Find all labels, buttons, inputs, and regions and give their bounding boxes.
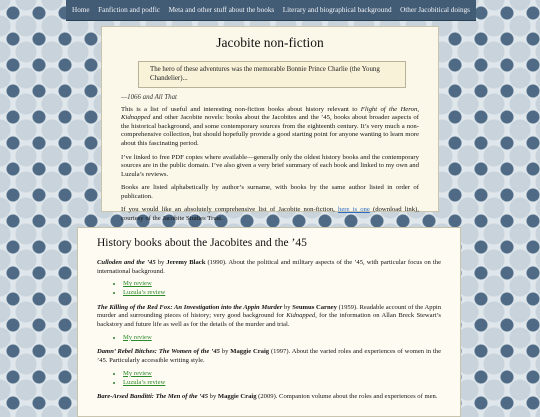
- list-item: [123, 280, 441, 289]
- book-by: by: [282, 303, 293, 311]
- book-title: The Killing of the Red Fox: An Investigation into the Appin Murder: [97, 303, 283, 311]
- book-by: by: [219, 348, 231, 356]
- book-by: by: [155, 259, 167, 266]
- review-links: [97, 334, 441, 343]
- my-review-link[interactable]: My review: [123, 280, 152, 288]
- book-list-panel: [77, 227, 461, 417]
- book-title: Culloden and the ’45: [97, 259, 156, 266]
- book-entry: [97, 304, 441, 343]
- book-title: Bare-Arsed Banditti: The Men of the ’45: [97, 393, 208, 401]
- book-description: [97, 259, 441, 276]
- intro-paragraph-1: [121, 106, 419, 149]
- epigraph-text: The hero of these adventures was the memorable Bonnie Prince Charlie (the Young Chandelier)...: [150, 66, 380, 83]
- top-navigation: [66, 0, 476, 21]
- epigraph-box: [138, 61, 406, 88]
- list-item: [123, 334, 441, 343]
- list-item: [123, 379, 441, 388]
- book-title: Damn’ Rebel Bitches: The Women of the ’45: [97, 348, 220, 356]
- review-links: [97, 280, 441, 298]
- luzula-review-link[interactable]: Luzula’s review: [123, 289, 166, 297]
- book-description: [97, 304, 441, 330]
- book-by: by: [208, 393, 218, 401]
- page-title: Jacobite non-fiction: [216, 35, 324, 50]
- review-links: [97, 370, 441, 388]
- comprehensive-list-link[interactable]: here is one: [337, 206, 370, 214]
- my-review-link[interactable]: My review: [123, 369, 152, 377]
- book-summary: (2009). Companion volume about the roles and experiences of men.: [256, 393, 438, 401]
- book-title-flight-of-the-heron: Flight of the Heron: [360, 105, 418, 113]
- intro-p1-text: This is a list of useful and interesting non-fiction books about history relevant to: [121, 105, 361, 113]
- list-item: [123, 289, 441, 298]
- nav-other-jacobitical[interactable]: Other Jacobitical doings: [400, 6, 470, 14]
- section-heading: History books about the Jacobites and the ’45: [97, 237, 307, 249]
- epigraph-attribution: —1066 and All That: [121, 93, 177, 101]
- book-description: [97, 348, 441, 365]
- book-summary-rest: , for the information on Allan Breck Stewart’s backstory and future life as well as for the details of the murder and trial.: [97, 312, 441, 329]
- intro-p1-separator: ,: [417, 105, 419, 113]
- list-item: [123, 370, 441, 379]
- intro-paragraph-2: I’ve linked to free PDF copies where available—generally only the oldest history books and the contemporary sources are in the public domain. I’ve also given a very brief summary of each book and linked to my own and Luzula’s reviews.: [121, 153, 419, 178]
- book-entry: [97, 348, 441, 387]
- book-summary: (1959). Readable account of the Appin murder and surrounding pieces of history; very good background for: [97, 303, 442, 320]
- nav-fanfiction[interactable]: Fanfiction and podfic: [98, 6, 161, 14]
- intro-paragraph-4: [121, 206, 419, 223]
- book-author: Jeremy Black: [166, 259, 206, 266]
- book-summary-italic: Kidnapped: [286, 312, 316, 320]
- intro-p1-rest: and other Jacobite novels: books about the Jacobites and the ’45, books about broader aspects of the historical background, and some contemporary sources from the eighteenth century. It’s very much a non-comprehensive collection, but should hopefully provide a good starting point for anyone wanting to learn more about this fascinating period.: [121, 114, 419, 147]
- luzula-review-link[interactable]: Luzula’s review: [123, 378, 166, 386]
- intro-p4-rest: (download link), courtesy of the Jacobite Studies Trust.: [121, 206, 420, 222]
- nav-home[interactable]: Home: [72, 6, 90, 14]
- book-entry: [97, 393, 441, 402]
- book-description: [97, 393, 441, 402]
- book-summary: (1997). About the varied roles and experiences of women in the ’45. Particularly accessible writing style.: [97, 348, 442, 365]
- intro-paragraph-3: Books are listed alphabetically by author’s surname, with books by the same author listed in order of publication.: [121, 184, 419, 200]
- intro-panel: [101, 26, 439, 222]
- book-author: Seumus Carney: [292, 303, 337, 311]
- book-author: Maggie Craig: [230, 348, 270, 356]
- book-summary: (1990). About the political and military aspects of the ’45, with particular focus on the international background.: [97, 259, 441, 275]
- intro-p4-text: If you would like an absolutely comprehensive list of Jacobite non-fiction,: [121, 206, 338, 214]
- book-entry: [97, 259, 441, 298]
- my-review-link[interactable]: My review: [123, 333, 152, 341]
- book-author: Maggie Craig: [217, 393, 257, 401]
- nav-literary-background[interactable]: Literary and biographical background: [282, 6, 392, 14]
- nav-meta[interactable]: Meta and other stuff about the books: [168, 6, 275, 14]
- book-title-kidnapped: Kidnapped: [121, 114, 151, 122]
